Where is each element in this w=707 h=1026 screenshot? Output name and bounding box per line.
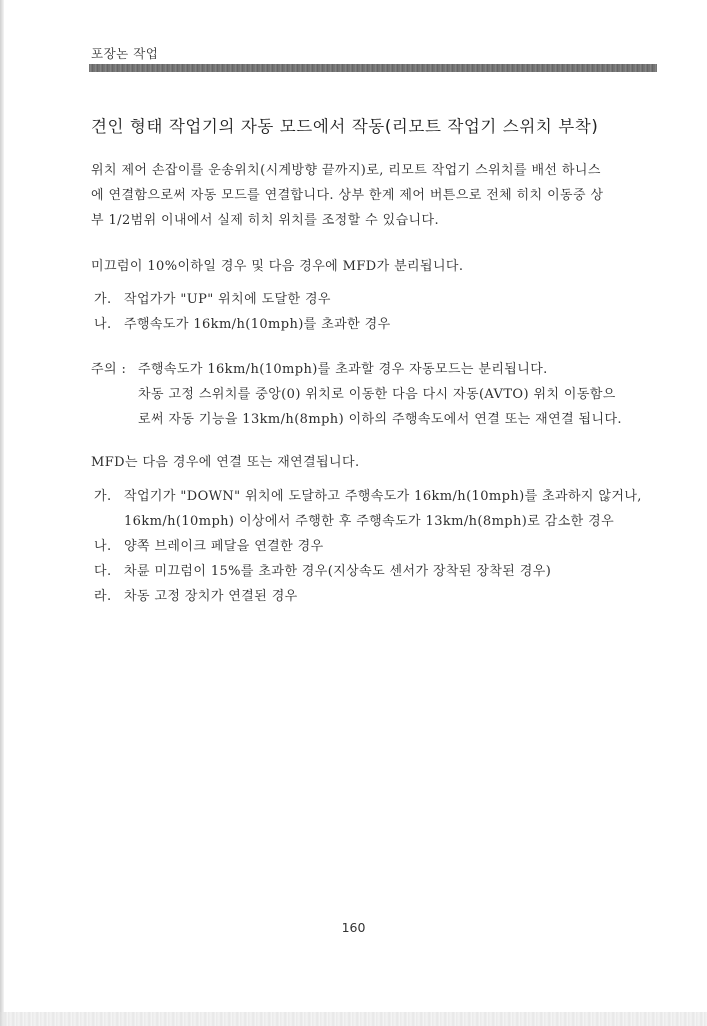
page-edge-shadow: [0, 0, 4, 1026]
disconnect-conditions-list: [94, 287, 391, 337]
list-marker: 라.: [94, 589, 112, 604]
intro-paragraph: [91, 158, 661, 233]
connect-conditions-list: [94, 484, 642, 609]
caution-label: 주의 :: [91, 362, 127, 377]
list-marker: 가.: [94, 292, 112, 307]
mfd-paragraph: MFD는 다음 경우에 연결 또는 재연결됩니다.: [91, 455, 360, 470]
running-header: 포장논 작업: [91, 46, 159, 61]
list-item: [94, 534, 642, 559]
list-item: [94, 559, 642, 584]
intro-line: 위치 제어 손잡이를 운송위치(시계방향 끝까지)로, 리모트 작업기 스위치를 배선 하니스: [91, 163, 601, 178]
list-item: [94, 312, 391, 337]
intro-line: 부 1/2범위 이내에서 실제 히치 위치를 조정할 수 있습니다.: [91, 213, 439, 228]
list-item: [94, 484, 642, 509]
list-item-text: 차동 고정 장치가 연결된 경우: [124, 589, 298, 604]
list-item-text: 차륜 미끄럼이 15%를 초과한 경우(지상속도 센서가 장착된 장착된 경우): [124, 564, 552, 579]
list-item-text: 양쪽 브레이크 페달을 연결한 경우: [124, 539, 324, 554]
list-item-text: 작업기가 "DOWN" 위치에 도달하고 주행속도가 16km/h(10mph)를 초과하지 않거나,: [124, 489, 642, 504]
slip-paragraph: 미끄럼이 10%이하일 경우 및 다음 경우에 MFD가 분리됩니다.: [91, 259, 464, 274]
list-item: [94, 287, 391, 312]
list-item-text: 주행속도가 16km/h(10mph)를 초과한 경우: [124, 317, 391, 332]
caution-line: 주행속도가 16km/h(10mph)를 초과할 경우 자동모드는 분리됩니다.: [138, 362, 548, 377]
list-marker: 나.: [94, 539, 112, 554]
list-marker: 가.: [94, 489, 112, 504]
list-marker: 다.: [94, 564, 112, 579]
section-title: 견인 형태 작업기의 자동 모드에서 작동(리모트 작업기 스위치 부착): [91, 117, 599, 136]
list-item-continuation: 16km/h(10mph) 이상에서 주행한 후 주행속도가 13km/h(8mph)로 감소한 경우: [124, 514, 615, 529]
caution-line: 차동 고정 스위치를 중앙(0) 위치로 이동한 다음 다시 자동(AVTO) 위치 이동함으: [138, 387, 616, 402]
page-number: 160: [341, 920, 366, 935]
scan-artifact-strip: [0, 1012, 707, 1026]
intro-line: 에 연결함으로써 자동 모드를 연결합니다. 상부 한계 제어 버튼으로 전체 히치 이동중 상: [91, 188, 604, 203]
list-marker: 나.: [94, 317, 112, 332]
caution-line: 로써 자동 기능을 13km/h(8mph) 이하의 주행속도에서 연결 또는 재연결 됩니다.: [138, 412, 622, 427]
header-rule: [89, 64, 657, 72]
list-item-text: 작업가가 "UP" 위치에 도달한 경우: [124, 292, 331, 307]
list-item: [94, 584, 642, 609]
